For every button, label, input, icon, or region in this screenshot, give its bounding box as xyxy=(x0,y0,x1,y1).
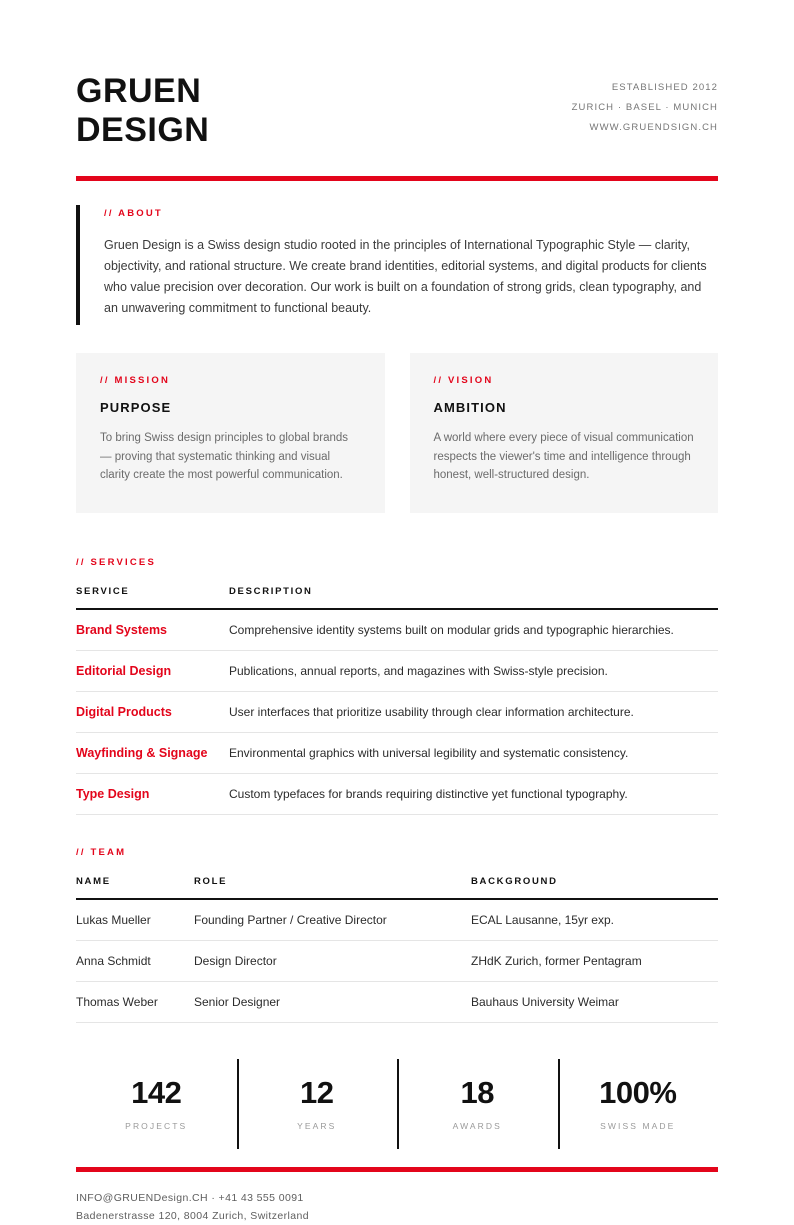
wordmark-line-2: DESIGN xyxy=(76,111,210,150)
meta-locations: ZURICH · BASEL · MUNICH xyxy=(571,102,718,113)
team-member-name: Lukas Mueller xyxy=(76,899,194,941)
team-col-name: NAME xyxy=(76,876,194,899)
card-vision-kicker: // VISION xyxy=(433,375,494,387)
header-meta xyxy=(572,72,718,138)
stat-projects-value: 142 xyxy=(131,1074,182,1110)
table-row xyxy=(76,609,718,651)
table-row xyxy=(76,773,718,814)
services-section xyxy=(76,557,718,815)
service-name: Brand Systems xyxy=(76,609,229,651)
team-section xyxy=(76,847,718,1023)
services-col-service: SERVICE xyxy=(76,586,229,609)
service-name: Editorial Design xyxy=(76,650,229,691)
team-col-role: ROLE xyxy=(194,876,471,899)
services-table xyxy=(76,586,718,815)
stat-years xyxy=(237,1053,398,1153)
table-row xyxy=(76,940,718,981)
table-row xyxy=(76,981,718,1022)
meta-website: WWW.GRUENDSIGN.CH xyxy=(589,122,718,133)
stat-swiss-made-value: 100% xyxy=(599,1074,677,1110)
services-header-row xyxy=(76,586,718,609)
team-header-row xyxy=(76,876,718,899)
service-name: Type Design xyxy=(76,773,229,814)
stats-row xyxy=(76,1053,718,1153)
service-description: Publications, annual reports, and magazines with Swiss-style precision. xyxy=(229,650,718,691)
stat-years-value: 12 xyxy=(300,1074,334,1110)
about-section xyxy=(76,205,718,325)
team-col-background: BACKGROUND xyxy=(471,876,718,899)
about-kicker: // ABOUT xyxy=(104,208,163,220)
header-red-rule xyxy=(76,176,718,181)
stat-projects xyxy=(76,1053,237,1153)
team-member-role: Senior Designer xyxy=(194,981,471,1022)
about-body: Gruen Design is a Swiss design studio rooted in the principles of International Typographic Style — clarity, objectivity, and rational structure. We create brand identities, editorial systems, and digital products for clients who value precision over decoration. Our work is built on a foundation of strong grids, clean typography, and an unwavering commitment to functional beauty. xyxy=(104,238,707,316)
card-mission-title: PURPOSE xyxy=(100,400,172,416)
team-member-background: ECAL Lausanne, 15yr exp. xyxy=(471,899,718,941)
team-member-name: Thomas Weber xyxy=(76,981,194,1022)
stat-swiss-made-label: SWISS MADE xyxy=(600,1120,676,1131)
card-vision-title: AMBITION xyxy=(433,400,507,416)
stat-awards xyxy=(397,1053,558,1153)
page-title xyxy=(76,72,209,150)
stat-swiss-made xyxy=(558,1053,719,1153)
team-member-role: Design Director xyxy=(194,940,471,981)
card-mission-body: To bring Swiss design principles to global brands — proving that systematic thinking and visual clarity create the most powerful communication. xyxy=(100,432,349,482)
card-vision-body: A world where every piece of visual communication respects the viewer's time and intelligence through honest, well-structured design. xyxy=(433,432,694,482)
page-header xyxy=(76,0,718,150)
team-member-role: Founding Partner / Creative Director xyxy=(194,899,471,941)
service-name: Wayfinding & Signage xyxy=(76,732,229,773)
team-member-name: Anna Schmidt xyxy=(76,940,194,981)
service-description: Custom typefaces for brands requiring distinctive yet functional typography. xyxy=(229,773,718,814)
team-member-background: Bauhaus University Weimar xyxy=(471,981,718,1022)
stat-awards-label: AWARDS xyxy=(452,1120,502,1131)
services-kicker: // SERVICES xyxy=(76,556,156,568)
table-row xyxy=(76,732,718,773)
card-mission-kicker: // MISSION xyxy=(100,375,171,387)
table-row xyxy=(76,650,718,691)
team-kicker: // TEAM xyxy=(76,846,127,858)
team-member-background: ZHdK Zurich, former Pentagram xyxy=(471,940,718,981)
service-description: Comprehensive identity systems built on modular grids and typographic hierarchies. xyxy=(229,609,718,651)
stat-years-label: YEARS xyxy=(297,1120,337,1131)
table-row xyxy=(76,899,718,941)
card-mission xyxy=(76,353,385,513)
service-name: Digital Products xyxy=(76,691,229,732)
footer-address: Badenerstrasse 120, 8004 Zurich, Switzerland xyxy=(76,1209,309,1222)
page-footer xyxy=(76,1172,718,1225)
service-description: Environmental graphics with universal legibility and systematic consistency. xyxy=(229,732,718,773)
stat-awards-value: 18 xyxy=(460,1074,494,1110)
service-description: User interfaces that prioritize usability through clear information architecture. xyxy=(229,691,718,732)
meta-established: ESTABLISHED 2012 xyxy=(611,82,718,93)
footer-contact: INFO@GRUENDesign.CH · +41 43 555 0091 xyxy=(76,1191,304,1204)
services-col-description: DESCRIPTION xyxy=(229,586,718,609)
mission-vision-cards xyxy=(76,353,718,513)
card-vision xyxy=(410,353,719,513)
table-row xyxy=(76,691,718,732)
stat-projects-label: PROJECTS xyxy=(125,1120,188,1131)
team-table xyxy=(76,876,718,1023)
wordmark-line-1: GRUEN xyxy=(76,72,202,110)
